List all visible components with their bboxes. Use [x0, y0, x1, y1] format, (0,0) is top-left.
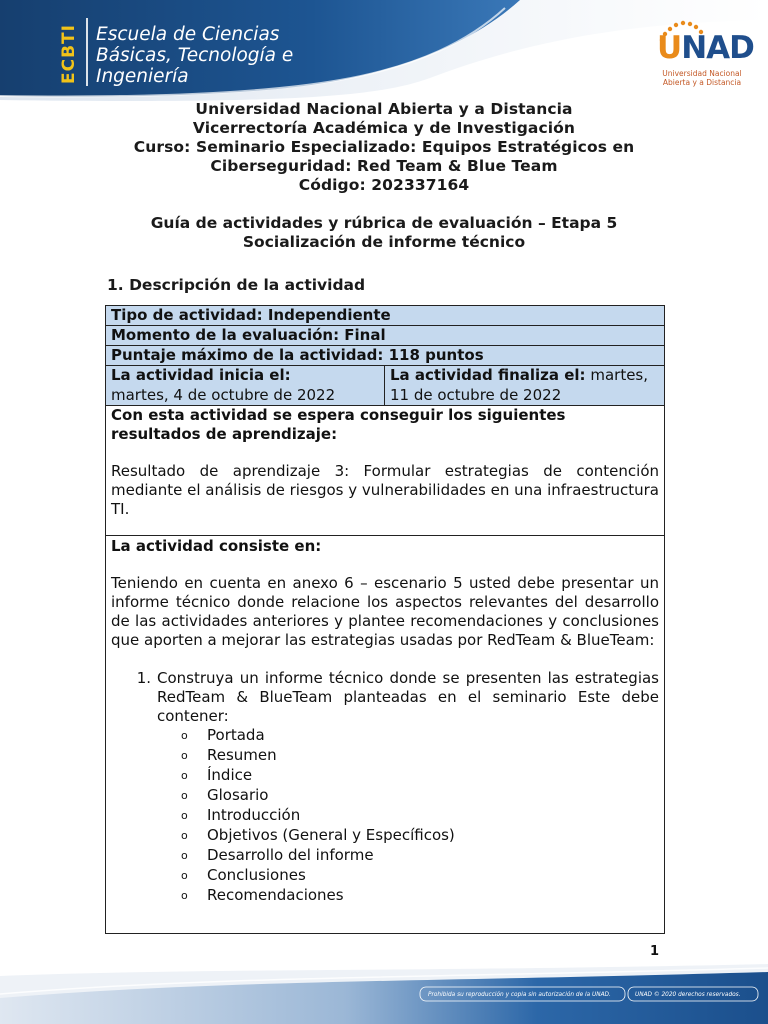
list-item: o Glosario: [181, 786, 269, 804]
end-date-cell: [385, 366, 664, 405]
school-name-line: Escuela de Ciencias: [96, 24, 280, 45]
bullet-icon: o: [181, 749, 188, 762]
learning-results-text: Resultado de aprendizaje 3: Formular estrategias de contención mediante el análisis de riesgos y vulnerabilidades en una infraestructura TI.: [111, 462, 659, 518]
footer-copyright-notice: Prohibida su reproducción y copia sin autorización de la UNAD.: [428, 992, 611, 998]
school-name-line: Ingeniería: [96, 66, 189, 87]
activity-type-row: Tipo de actividad: Independiente: [106, 306, 664, 326]
start-date-value: martes, 4 de octubre de 2022: [111, 385, 336, 404]
footer-wave-graphic: [0, 958, 768, 1024]
bullet-icon: o: [181, 889, 188, 902]
guide-title-line: Guía de actividades y rúbrica de evaluación – Etapa 5: [150, 214, 618, 232]
list-item: o Objetivos (General y Específicos): [181, 826, 455, 844]
list-item: o Índice: [181, 766, 253, 784]
bullet-icon: o: [181, 849, 188, 862]
bullet-icon: o: [181, 729, 188, 742]
bullet-icon: o: [181, 769, 188, 782]
list-item: o Introducción: [181, 806, 301, 824]
footer-band: [0, 958, 768, 1024]
list-item: o Recomendaciones: [181, 886, 344, 904]
learning-results-intro: Con esta actividad se espera conseguir los siguientes resultados de aprendizaje:: [111, 406, 566, 443]
evaluation-moment-row: Momento de la evaluación: Final: [106, 326, 664, 346]
section-heading: 1. Descripción de la actividad: [107, 276, 366, 294]
header-banner: [0, 0, 768, 105]
learning-results-cell: [106, 406, 664, 536]
list-item: o Conclusiones: [181, 866, 306, 884]
dates-row: [106, 366, 664, 406]
activity-description-cell: [106, 537, 664, 933]
page-number: 1: [650, 944, 660, 959]
document-title: [84, 100, 684, 195]
report-contents-list: [181, 726, 659, 906]
end-date-value: martes, 11 de octubre de 2022: [390, 366, 649, 404]
activity-intro: La actividad consiste en:: [111, 537, 322, 555]
max-score-row: Puntaje máximo de la actividad: 118 puntos: [106, 346, 664, 366]
unad-logo-subtitle: Universidad Nacional Abierta y a Distancia: [662, 69, 742, 87]
bullet-icon: o: [181, 809, 188, 822]
bullet-icon: o: [181, 869, 188, 882]
unad-logo: [652, 18, 752, 98]
bullet-icon: o: [181, 829, 188, 842]
list-item: o Desarrollo del informe: [181, 846, 374, 864]
start-date-cell: [106, 366, 385, 405]
title-line: Universidad Nacional Abierta y a Distancia: [195, 100, 573, 118]
numbered-step: [111, 669, 659, 726]
guide-title: [84, 214, 684, 252]
title-line: Ciberseguridad: Red Team & Blue Team: [210, 157, 558, 175]
unad-logo-word: UNAD: [657, 30, 754, 66]
activity-text: Teniendo en cuenta en anexo 6 – escenario 5 usted debe presentar un informe técnico donde relacione los aspectos relevantes del desarrollo de las actividades anteriores y plantee recomendaciones y conclusiones que aporten a mejorar las estrategias usadas por RedTeam & BlueTeam:: [111, 574, 659, 649]
bullet-icon: o: [181, 789, 188, 802]
activity-table: [105, 305, 665, 934]
title-line: Curso: Seminario Especializado: Equipos Estratégicos en: [133, 138, 635, 156]
school-name: [96, 24, 326, 87]
start-date-label: La actividad inicia el:: [111, 366, 291, 384]
list-item: o Portada: [181, 726, 265, 744]
school-name-line: Básicas, Tecnología e: [96, 45, 294, 66]
end-date-label: La actividad finaliza el:: [390, 366, 586, 384]
ecbti-label: ECBTI: [59, 24, 79, 84]
footer-rights: UNAD © 2020 derechos reservados.: [635, 992, 741, 998]
step-text: Construya un informe técnico donde se presenten las estrategias RedTeam & BlueTeam planteadas en el seminario Este debe contener:: [157, 669, 659, 725]
title-line: Código: 202337164: [298, 176, 470, 194]
list-item: o Resumen: [181, 746, 277, 764]
guide-title-line: Socialización de informe técnico: [242, 233, 526, 251]
step-number: 1.: [136, 669, 151, 687]
title-line: Vicerrectoría Académica y de Investigación: [192, 119, 576, 137]
